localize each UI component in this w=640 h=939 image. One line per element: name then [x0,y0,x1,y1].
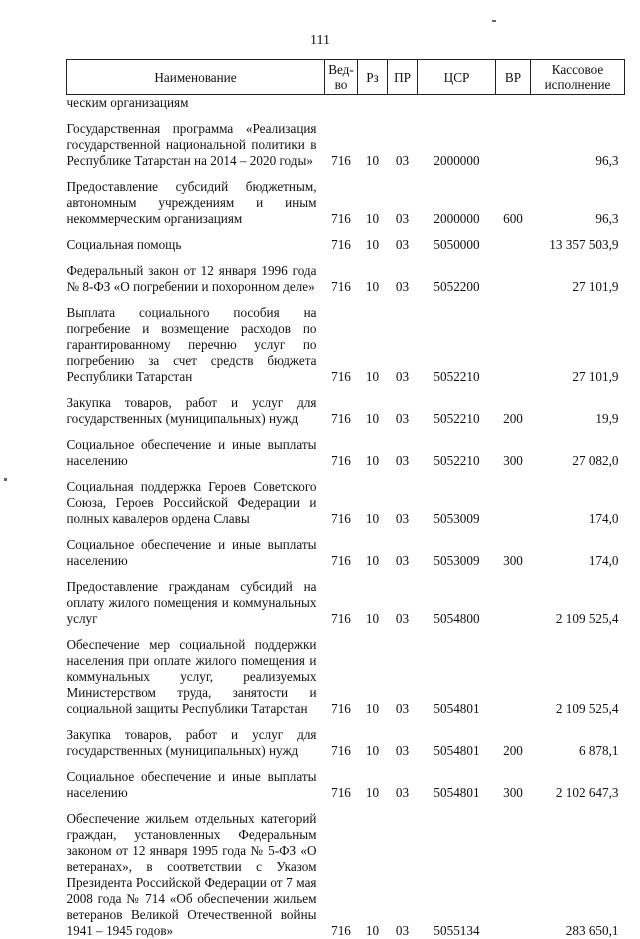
row-ved: 716 [325,253,358,295]
table-row [67,759,625,801]
table-row [67,801,625,939]
row-ved: 716 [325,717,358,759]
row-ved: 716 [325,111,358,169]
row-pr: 03 [388,385,418,427]
row-vr: 300 [496,527,531,569]
row-ved: 716 [325,627,358,717]
table-row [67,427,625,469]
row-name: ческим организациям [67,95,325,112]
row-ved: 716 [325,169,358,227]
page-number: 111 [0,33,640,49]
row-amount: 27 101,9 [531,295,625,385]
row-csr: 5052210 [418,295,496,385]
row-pr: 03 [388,427,418,469]
table-row [67,95,625,112]
row-ved: 716 [325,569,358,627]
row-csr: 2000000 [418,111,496,169]
row-rz: 10 [358,717,388,759]
row-csr: 5054801 [418,717,496,759]
table-row [67,527,625,569]
header-ved: Вед- во [325,60,358,95]
row-name: Социальное обеспечение и иные выплаты населению [67,527,325,569]
table-body [67,95,625,939]
row-amount: 19,9 [531,385,625,427]
row-rz: 10 [358,253,388,295]
row-vr: 300 [496,759,531,801]
row-csr: 5054800 [418,569,496,627]
row-rz: 10 [358,627,388,717]
row-pr: 03 [388,527,418,569]
row-amount: 2 109 525,4 [531,569,625,627]
table-row [67,385,625,427]
row-rz: 10 [358,385,388,427]
row-csr: 5054801 [418,627,496,717]
table-row [67,169,625,227]
row-csr: 5052210 [418,385,496,427]
row-amount: 6 878,1 [531,717,625,759]
row-rz: 10 [358,111,388,169]
table-row [67,627,625,717]
row-amount: 2 102 647,3 [531,759,625,801]
scan-mark [492,20,496,22]
row-pr: 03 [388,801,418,939]
row-rz: 10 [358,227,388,253]
row-pr: 03 [388,569,418,627]
row-name: Социальная помощь [67,227,325,253]
header-kas: Кассовое исполнение [531,60,625,95]
row-name: Федеральный закон от 12 января 1996 года № 8-ФЗ «О погребении и похоронном деле» [67,253,325,295]
row-amount: 283 650,1 [531,801,625,939]
row-amount: 96,3 [531,169,625,227]
row-name: Социальное обеспечение и иные выплаты населению [67,427,325,469]
row-amount: 96,3 [531,111,625,169]
row-rz: 10 [358,169,388,227]
row-pr: 03 [388,627,418,717]
table-row [67,569,625,627]
row-pr: 03 [388,169,418,227]
row-amount: 13 357 503,9 [531,227,625,253]
row-rz: 10 [358,295,388,385]
row-amount: 27 082,0 [531,427,625,469]
row-ved: 716 [325,295,358,385]
row-vr [496,95,531,112]
row-csr: 5053009 [418,527,496,569]
row-amount: 27 101,9 [531,253,625,295]
row-vr [496,569,531,627]
row-ved: 716 [325,801,358,939]
row-pr: 03 [388,253,418,295]
row-rz [358,95,388,112]
row-name: Предоставление субсидий бюджетным, автономным учреждениям и иным некоммерческим организациям [67,169,325,227]
row-csr: 5052200 [418,253,496,295]
row-vr: 200 [496,717,531,759]
row-vr [496,227,531,253]
row-name: Государственная программа «Реализация государственной национальной политики в Республике Татарстан на 2014 – 2020 годы» [67,111,325,169]
row-vr [496,253,531,295]
scan-mark [4,478,7,481]
row-name: Социальная поддержка Героев Советского Союза, Героев Российской Федерации и полных кавалеров ордена Славы [67,469,325,527]
row-vr [496,627,531,717]
row-rz: 10 [358,569,388,627]
row-rz: 10 [358,801,388,939]
row-name: Закупка товаров, работ и услуг для государственных (муниципальных) нужд [67,385,325,427]
row-csr: 5055134 [418,801,496,939]
header-vr: ВР [496,60,531,95]
row-pr: 03 [388,227,418,253]
row-ved: 716 [325,427,358,469]
row-vr [496,295,531,385]
row-csr: 5052210 [418,427,496,469]
row-vr: 300 [496,427,531,469]
row-rz: 10 [358,759,388,801]
table-row [67,227,625,253]
table-row [67,253,625,295]
table-row [67,111,625,169]
budget-table [66,59,625,939]
row-rz: 10 [358,469,388,527]
row-vr: 200 [496,385,531,427]
row-ved: 716 [325,469,358,527]
table-header-row [67,60,625,95]
row-rz: 10 [358,527,388,569]
row-vr [496,469,531,527]
header-csr: ЦСР [418,60,496,95]
row-pr: 03 [388,469,418,527]
row-ved: 716 [325,227,358,253]
header-rz: Рз [358,60,388,95]
row-ved: 716 [325,385,358,427]
row-name: Социальное обеспечение и иные выплаты населению [67,759,325,801]
row-name: Закупка товаров, работ и услуг для государственных (муниципальных) нужд [67,717,325,759]
header-pr: ПР [388,60,418,95]
row-amount [531,95,625,112]
table-row [67,469,625,527]
row-name: Предоставление гражданам субсидий на оплату жилого помещения и коммунальных услуг [67,569,325,627]
row-pr: 03 [388,717,418,759]
row-csr [418,95,496,112]
row-csr: 5053009 [418,469,496,527]
row-pr: 03 [388,759,418,801]
row-pr: 03 [388,111,418,169]
row-csr: 5050000 [418,227,496,253]
row-ved [325,95,358,112]
row-amount: 174,0 [531,527,625,569]
row-rz: 10 [358,427,388,469]
table-row [67,717,625,759]
row-vr [496,801,531,939]
row-ved: 716 [325,759,358,801]
row-amount: 2 109 525,4 [531,627,625,717]
header-name: Наименование [67,60,325,95]
row-csr: 5054801 [418,759,496,801]
row-ved: 716 [325,527,358,569]
row-vr: 600 [496,169,531,227]
row-pr: 03 [388,295,418,385]
row-name: Выплата социального пособия на погребение и возмещение расходов по гарантированному перечню услуг по погребению за счет средств бюджета Республики Татарстан [67,295,325,385]
row-amount: 174,0 [531,469,625,527]
row-name: Обеспечение мер социальной поддержки населения при оплате жилого помещения и коммунальных услуг, реализуемых Министерством труда, занятости и социальной защиты Республики Татарстан [67,627,325,717]
row-csr: 2000000 [418,169,496,227]
row-vr [496,111,531,169]
table-row [67,295,625,385]
row-name: Обеспечение жильем отдельных категорий граждан, установленных Федеральным законом от 12 января 1995 года № 5-ФЗ «О ветеранах», в соответствии с Указом Президента Российской Федерации от 7 мая 2008 года № 714 «Об обеспечении жильем ветеранов Великой Отечественной войны 1941 – 1945 годов» [67,801,325,939]
row-pr [388,95,418,112]
